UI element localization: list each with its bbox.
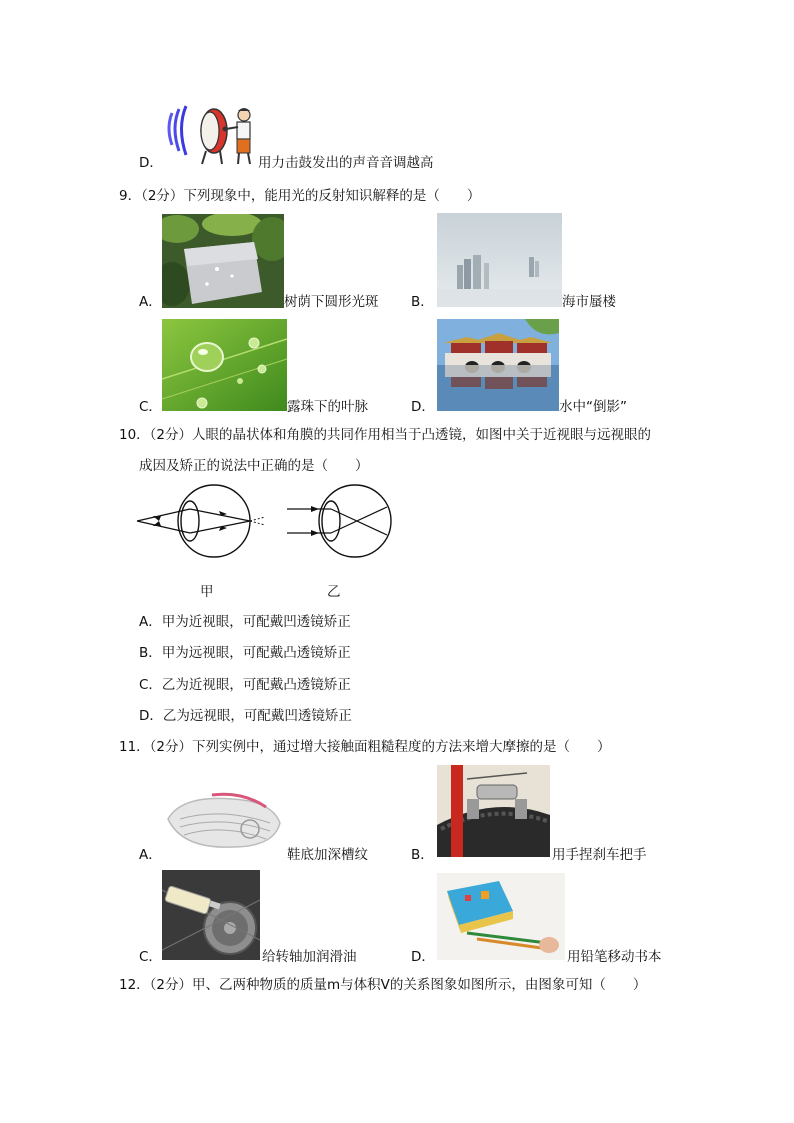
q11-option-b-text: 用手捏刹车把手 [552, 847, 647, 863]
water-reflection-photo [437, 319, 559, 411]
q11-option-b-letter: B． [411, 847, 434, 863]
diagram-label-jia: 甲 [200, 584, 214, 600]
q8-option-d-text: 用力击鼓发出的声音音调越高 [258, 155, 434, 171]
q12-stem: 12．（2分）甲、乙两种物质的质量m与体积V的关系图象如图所示，由图象可知（ ） [119, 977, 647, 993]
q11-stem: 11．（2分）下列实例中，通过增大接触面粗糙程度的方法来增大摩擦的是（ ） [119, 739, 611, 755]
eye-diagram [135, 483, 397, 563]
q11-option-a-text: 鞋底加深槽纹 [287, 847, 368, 863]
q9-option-c-letter: C． [139, 399, 162, 415]
q10-option-a: A．甲为近视眼，可配戴凹透镜矫正 [139, 614, 351, 630]
q8-option-d-letter: D． [139, 155, 163, 171]
q9-option-a-letter: A． [139, 294, 162, 310]
lubricating-axle-photo [162, 870, 260, 960]
q10-option-b: B．甲为远视眼，可配戴凸透镜矫正 [139, 645, 351, 661]
q10-option-d: D．乙为远视眼，可配戴凹透镜矫正 [139, 708, 352, 724]
q9-option-b-letter: B． [411, 294, 434, 310]
diagram-label-yi: 乙 [327, 584, 341, 600]
q11-option-c-letter: C． [139, 949, 162, 965]
q9-option-d-letter: D． [411, 399, 435, 415]
shoe-sole-photo [162, 789, 284, 857]
q11-option-d-letter: D． [411, 949, 435, 965]
tree-shade-light-spot-photo [162, 214, 284, 308]
q9-option-d-text: 水中“倒影” [559, 399, 627, 415]
q9-option-b-text: 海市蜃楼 [562, 294, 616, 310]
q9-option-a-text: 树荫下圆形光斑 [284, 294, 379, 310]
q9-stem: 9．（2分）下列现象中，能用光的反射知识解释的是（ ） [119, 188, 481, 204]
q10-option-c: C．乙为近视眼，可配戴凸透镜矫正 [139, 677, 351, 693]
q11-option-d-text: 用铅笔移动书本 [567, 949, 662, 965]
bicycle-brake-photo [437, 765, 550, 857]
q10-stem-line1: 10．（2分）人眼的晶状体和角膜的共同作用相当于凸透镜，如图中关于近视眼与远视眼的 [119, 427, 652, 443]
q10-stem-line2: 成因及矫正的说法中正确的是（ ） [139, 458, 369, 474]
pencils-book-photo [437, 873, 565, 960]
q11-option-c-text: 给转轴加润滑油 [262, 949, 357, 965]
q9-option-c-text: 露珠下的叶脉 [287, 399, 368, 415]
drum-picture [162, 103, 258, 165]
q11-option-a-letter: A． [139, 847, 162, 863]
mirage-photo [437, 213, 562, 307]
dewdrop-leaf-photo [162, 319, 287, 411]
